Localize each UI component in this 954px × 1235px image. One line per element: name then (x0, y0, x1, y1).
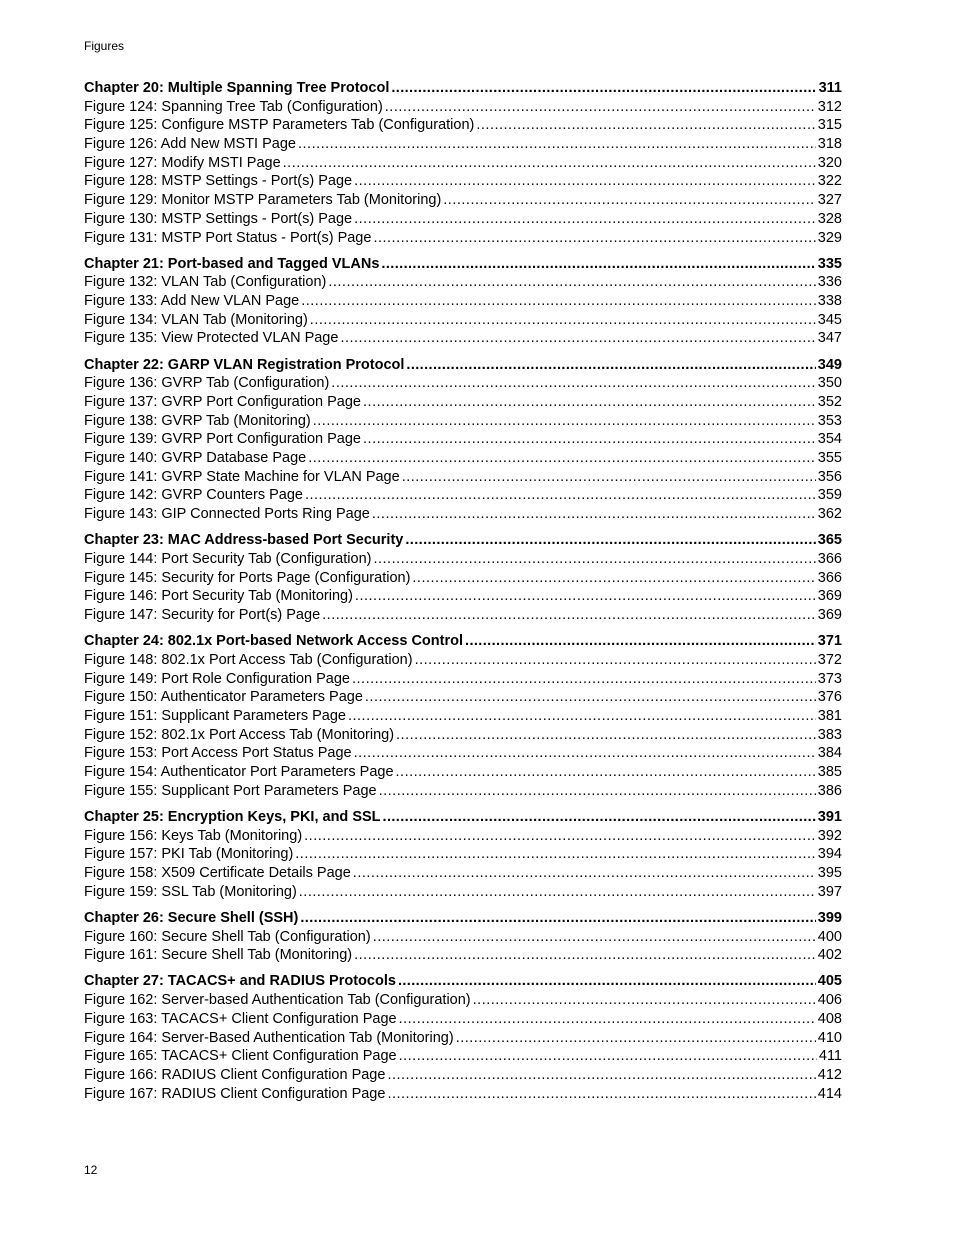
figure-page-number: 338 (817, 293, 842, 310)
dot-leader (396, 763, 816, 782)
figure-title: Figure 143: GIP Connected Ports Ring Page (84, 506, 370, 523)
dot-leader (412, 569, 815, 588)
figure-title: Figure 164: Server-Based Authentication Tab (Monitoring) (84, 1029, 454, 1046)
dot-leader (298, 135, 816, 154)
chapter-section (84, 632, 842, 800)
figure-title: Figure 136: GVRP Tab (Configuration) (84, 375, 330, 392)
dot-leader (387, 1085, 815, 1104)
figure-entry[interactable] (84, 946, 842, 965)
figure-page-number: 366 (817, 551, 842, 567)
figure-title: Figure 137: GVRP Port Configuration Page (84, 394, 362, 410)
figure-page-number: 362 (817, 506, 842, 523)
figure-entry[interactable] (84, 883, 842, 902)
figure-page-number: 359 (817, 487, 842, 504)
dot-leader (354, 210, 816, 229)
figure-title: Figure 152: 802.1x Port Access Tab (Monitoring) (84, 726, 395, 743)
figure-entry[interactable] (84, 116, 842, 135)
dot-leader (402, 468, 816, 487)
dot-leader (381, 255, 815, 274)
dot-leader (313, 412, 816, 431)
figure-page-number: 411 (818, 1048, 842, 1065)
dot-leader (322, 606, 816, 625)
chapter-title: Chapter 22: GARP VLAN Registration Protocol (84, 356, 405, 373)
figure-title: Figure 129: Monitor MSTP Parameters Tab (Monitoring) (84, 192, 442, 209)
figure-title: Figure 126: Add New MSTI Page (84, 136, 296, 153)
figure-page-number: 381 (817, 708, 842, 724)
figure-title: Figure 138: GVRP Tab (Monitoring) (84, 412, 311, 429)
dot-leader (365, 688, 816, 707)
figure-page-number: 354 (817, 431, 842, 448)
chapter-entry[interactable] (84, 972, 842, 991)
dot-leader (340, 329, 815, 348)
figure-page-number: 394 (817, 846, 842, 863)
chapter-page-number: 371 (817, 633, 842, 650)
chapter-page-number: 365 (817, 532, 842, 549)
figure-entry[interactable] (84, 1029, 842, 1048)
figure-page-number: 328 (817, 210, 842, 227)
chapter-page-number: 311 (818, 80, 842, 96)
dot-leader (331, 374, 816, 393)
figure-page-number: 352 (817, 394, 842, 410)
figure-title: Figure 131: MSTP Port Status - Port(s) Page (84, 229, 372, 246)
figure-title: Figure 133: Add New VLAN Page (84, 293, 300, 310)
dot-leader (372, 505, 816, 524)
figure-title: Figure 153: Port Access Port Status Page (84, 745, 352, 762)
figure-page-number: 336 (817, 274, 842, 291)
figure-title: Figure 151: Supplicant Parameters Page (84, 708, 346, 724)
dot-leader (328, 273, 815, 292)
figure-entry[interactable] (84, 191, 842, 210)
figure-entry[interactable] (84, 688, 842, 707)
figure-page-number: 397 (817, 883, 842, 900)
figure-entry[interactable] (84, 229, 842, 248)
chapter-section (84, 531, 842, 624)
figure-title: Figure 148: 802.1x Port Access Tab (Configuration) (84, 651, 413, 668)
figure-page-number: 395 (817, 865, 842, 881)
dot-leader (363, 393, 816, 412)
figure-title: Figure 130: MSTP Settings - Port(s) Page (84, 210, 353, 227)
figure-title: Figure 124: Spanning Tree Tab (Configuration) (84, 98, 383, 115)
figure-entry[interactable] (84, 763, 842, 782)
chapter-title: Chapter 23: MAC Address-based Port Security (84, 532, 404, 549)
dot-leader (415, 651, 816, 670)
figure-page-number: 322 (817, 173, 842, 190)
chapter-entry[interactable] (84, 808, 842, 827)
figure-entry[interactable] (84, 651, 842, 670)
dot-leader (353, 864, 816, 883)
figure-entry[interactable] (84, 486, 842, 505)
dot-leader (348, 707, 816, 726)
dot-leader (300, 909, 815, 928)
figure-entry[interactable] (84, 726, 842, 745)
figure-page-number: 345 (817, 311, 842, 328)
figure-title: Figure 125: Configure MSTP Parameters Tab (Configuration) (84, 117, 475, 134)
figure-entry[interactable] (84, 505, 842, 524)
dot-leader (354, 744, 816, 763)
chapter-section (84, 79, 842, 247)
figure-title: Figure 158: X509 Certificate Details Page (84, 865, 351, 881)
figure-title: Figure 147: Security for Port(s) Page (84, 607, 321, 624)
figure-page-number: 320 (817, 154, 842, 171)
figure-title: Figure 165: TACACS+ Client Configuration Page (84, 1048, 397, 1065)
figure-entry[interactable] (84, 670, 842, 689)
dot-leader (456, 1029, 816, 1048)
figure-page-number: 366 (817, 569, 842, 586)
figure-title: Figure 146: Port Security Tab (Monitoring) (84, 588, 353, 605)
figure-title: Figure 155: Supplicant Port Parameters Page (84, 782, 377, 799)
chapter-entry[interactable] (84, 255, 842, 274)
figure-entry[interactable] (84, 210, 842, 229)
dot-leader (398, 972, 816, 991)
figure-page-number: 408 (817, 1010, 842, 1027)
figure-page-number: 385 (817, 764, 842, 781)
chapter-section (84, 808, 842, 901)
dot-leader (443, 191, 816, 210)
figure-entry[interactable] (84, 311, 842, 330)
figure-entry[interactable] (84, 292, 842, 311)
figure-page-number: 350 (817, 375, 842, 392)
figure-entry[interactable] (84, 430, 842, 449)
chapter-page-number: 349 (817, 356, 842, 373)
figure-entry[interactable] (84, 569, 842, 588)
dot-leader (473, 991, 816, 1010)
dot-leader (465, 632, 816, 651)
figure-page-number: 402 (817, 947, 842, 964)
figure-entry[interactable] (84, 329, 842, 348)
figure-entry[interactable] (84, 928, 842, 947)
dot-leader (283, 154, 816, 173)
dot-leader (387, 1066, 815, 1085)
running-header: Figures (84, 39, 125, 53)
figure-page-number: 318 (817, 136, 842, 153)
figure-title: Figure 150: Authenticator Parameters Page (84, 689, 363, 706)
figure-entry[interactable] (84, 374, 842, 393)
figure-entry[interactable] (84, 1066, 842, 1085)
figures-list (84, 79, 842, 1111)
figure-title: Figure 157: PKI Tab (Monitoring) (84, 846, 294, 863)
figure-page-number: 355 (817, 450, 842, 467)
dot-leader (373, 229, 815, 248)
figure-title: Figure 141: GVRP State Machine for VLAN Page (84, 468, 400, 485)
chapter-title: Chapter 26: Secure Shell (SSH) (84, 909, 299, 926)
figure-entry[interactable] (84, 827, 842, 846)
figure-page-number: 356 (817, 468, 842, 485)
figure-title: Figure 167: RADIUS Client Configuration Page (84, 1085, 386, 1102)
dot-leader (379, 782, 816, 801)
chapter-title: Chapter 25: Encryption Keys, PKI, and SSL (84, 808, 381, 825)
chapter-section (84, 909, 842, 965)
figure-entry[interactable] (84, 782, 842, 801)
figure-page-number: 384 (817, 745, 842, 762)
figure-title: Figure 161: Secure Shell Tab (Monitoring) (84, 947, 353, 964)
figure-entry[interactable] (84, 707, 842, 726)
chapter-page-number: 391 (817, 808, 842, 825)
figure-page-number: 376 (817, 689, 842, 706)
figure-entry[interactable] (84, 449, 842, 468)
figure-page-number: 329 (817, 229, 842, 246)
figure-page-number: 353 (817, 412, 842, 429)
dot-leader (373, 550, 815, 569)
figure-entry[interactable] (84, 744, 842, 763)
figure-page-number: 400 (817, 928, 842, 945)
dot-leader (301, 292, 816, 311)
figure-page-number: 327 (817, 192, 842, 209)
figure-title: Figure 142: GVRP Counters Page (84, 487, 303, 504)
figure-entry[interactable] (84, 864, 842, 883)
figure-title: Figure 149: Port Role Configuration Page (84, 670, 350, 687)
figure-title: Figure 154: Authenticator Port Parameters Page (84, 764, 394, 781)
figure-entry[interactable] (84, 172, 842, 191)
figure-entry[interactable] (84, 273, 842, 292)
dot-leader (385, 98, 816, 117)
chapter-title: Chapter 27: TACACS+ and RADIUS Protocols (84, 973, 396, 990)
figure-entry[interactable] (84, 1085, 842, 1104)
chapter-page-number: 405 (817, 973, 842, 990)
chapter-title: Chapter 24: 802.1x Port-based Network Access Control (84, 633, 464, 650)
chapter-title: Chapter 20: Multiple Spanning Tree Protocol (84, 80, 390, 96)
figure-title: Figure 162: Server-based Authentication Tab (Configuration) (84, 992, 471, 1009)
figure-title: Figure 134: VLAN Tab (Monitoring) (84, 311, 308, 328)
dot-leader (354, 946, 816, 965)
figure-title: Figure 159: SSL Tab (Monitoring) (84, 883, 297, 900)
chapter-page-number: 399 (817, 909, 842, 926)
dot-leader (476, 116, 815, 135)
dot-leader (363, 430, 816, 449)
chapter-entry[interactable] (84, 632, 842, 651)
chapter-entry[interactable] (84, 356, 842, 375)
figure-entry[interactable] (84, 991, 842, 1010)
figure-page-number: 410 (817, 1029, 842, 1046)
chapter-entry[interactable] (84, 909, 842, 928)
figure-entry[interactable] (84, 1010, 842, 1029)
figure-title: Figure 156: Keys Tab (Monitoring) (84, 827, 303, 844)
dot-leader (355, 587, 816, 606)
figure-entry[interactable] (84, 606, 842, 625)
figure-entry[interactable] (84, 1047, 842, 1066)
figure-title: Figure 140: GVRP Database Page (84, 450, 307, 467)
chapter-entry[interactable] (84, 79, 842, 98)
figure-title: Figure 166: RADIUS Client Configuration Page (84, 1066, 386, 1083)
dot-leader (304, 827, 816, 846)
figure-title: Figure 145: Security for Ports Page (Configuration) (84, 569, 411, 586)
figure-page-number: 347 (817, 330, 842, 347)
figure-page-number: 412 (817, 1066, 842, 1083)
figure-entry[interactable] (84, 393, 842, 412)
figure-page-number: 386 (817, 782, 842, 799)
figure-page-number: 315 (817, 117, 842, 134)
dot-leader (405, 531, 815, 550)
dot-leader (399, 1047, 817, 1066)
dot-leader (352, 670, 816, 689)
figure-page-number: 414 (817, 1085, 842, 1102)
figure-entry[interactable] (84, 154, 842, 173)
figure-page-number: 406 (817, 992, 842, 1009)
figure-title: Figure 160: Secure Shell Tab (Configuration) (84, 928, 371, 945)
figure-entry[interactable] (84, 98, 842, 117)
chapter-section (84, 972, 842, 1103)
figure-title: Figure 127: Modify MSTI Page (84, 154, 281, 171)
figure-title: Figure 128: MSTP Settings - Port(s) Page (84, 173, 353, 190)
dot-leader (396, 726, 816, 745)
chapter-title: Chapter 21: Port-based and Tagged VLANs (84, 255, 380, 272)
figure-page-number: 372 (817, 651, 842, 668)
chapter-section (84, 255, 842, 348)
dot-leader (399, 1010, 816, 1029)
dot-leader (391, 79, 816, 98)
figure-entry[interactable] (84, 550, 842, 569)
chapter-section (84, 356, 842, 524)
chapter-page-number: 335 (817, 255, 842, 272)
page-number: 12 (84, 1163, 98, 1177)
figure-entry[interactable] (84, 845, 842, 864)
figure-title: Figure 139: GVRP Port Configuration Page (84, 431, 362, 448)
figure-page-number: 373 (817, 670, 842, 687)
dot-leader (373, 928, 816, 947)
figure-page-number: 369 (817, 607, 842, 624)
figure-page-number: 369 (817, 588, 842, 605)
figure-title: Figure 135: View Protected VLAN Page (84, 330, 339, 347)
figure-entry[interactable] (84, 587, 842, 606)
figure-title: Figure 163: TACACS+ Client Configuration Page (84, 1010, 397, 1027)
figure-entry[interactable] (84, 468, 842, 487)
dot-leader (299, 883, 816, 902)
dot-leader (406, 356, 815, 375)
figure-page-number: 312 (817, 98, 842, 115)
figure-page-number: 392 (817, 827, 842, 844)
figure-title: Figure 144: Port Security Tab (Configuration) (84, 551, 372, 567)
dot-leader (354, 172, 816, 191)
dot-leader (383, 808, 816, 827)
chapter-entry[interactable] (84, 531, 842, 550)
dot-leader (295, 845, 816, 864)
dot-leader (310, 311, 816, 330)
dot-leader (308, 449, 816, 468)
figure-entry[interactable] (84, 412, 842, 431)
figure-page-number: 383 (817, 726, 842, 743)
dot-leader (305, 486, 816, 505)
figure-entry[interactable] (84, 135, 842, 154)
figure-title: Figure 132: VLAN Tab (Configuration) (84, 274, 327, 291)
